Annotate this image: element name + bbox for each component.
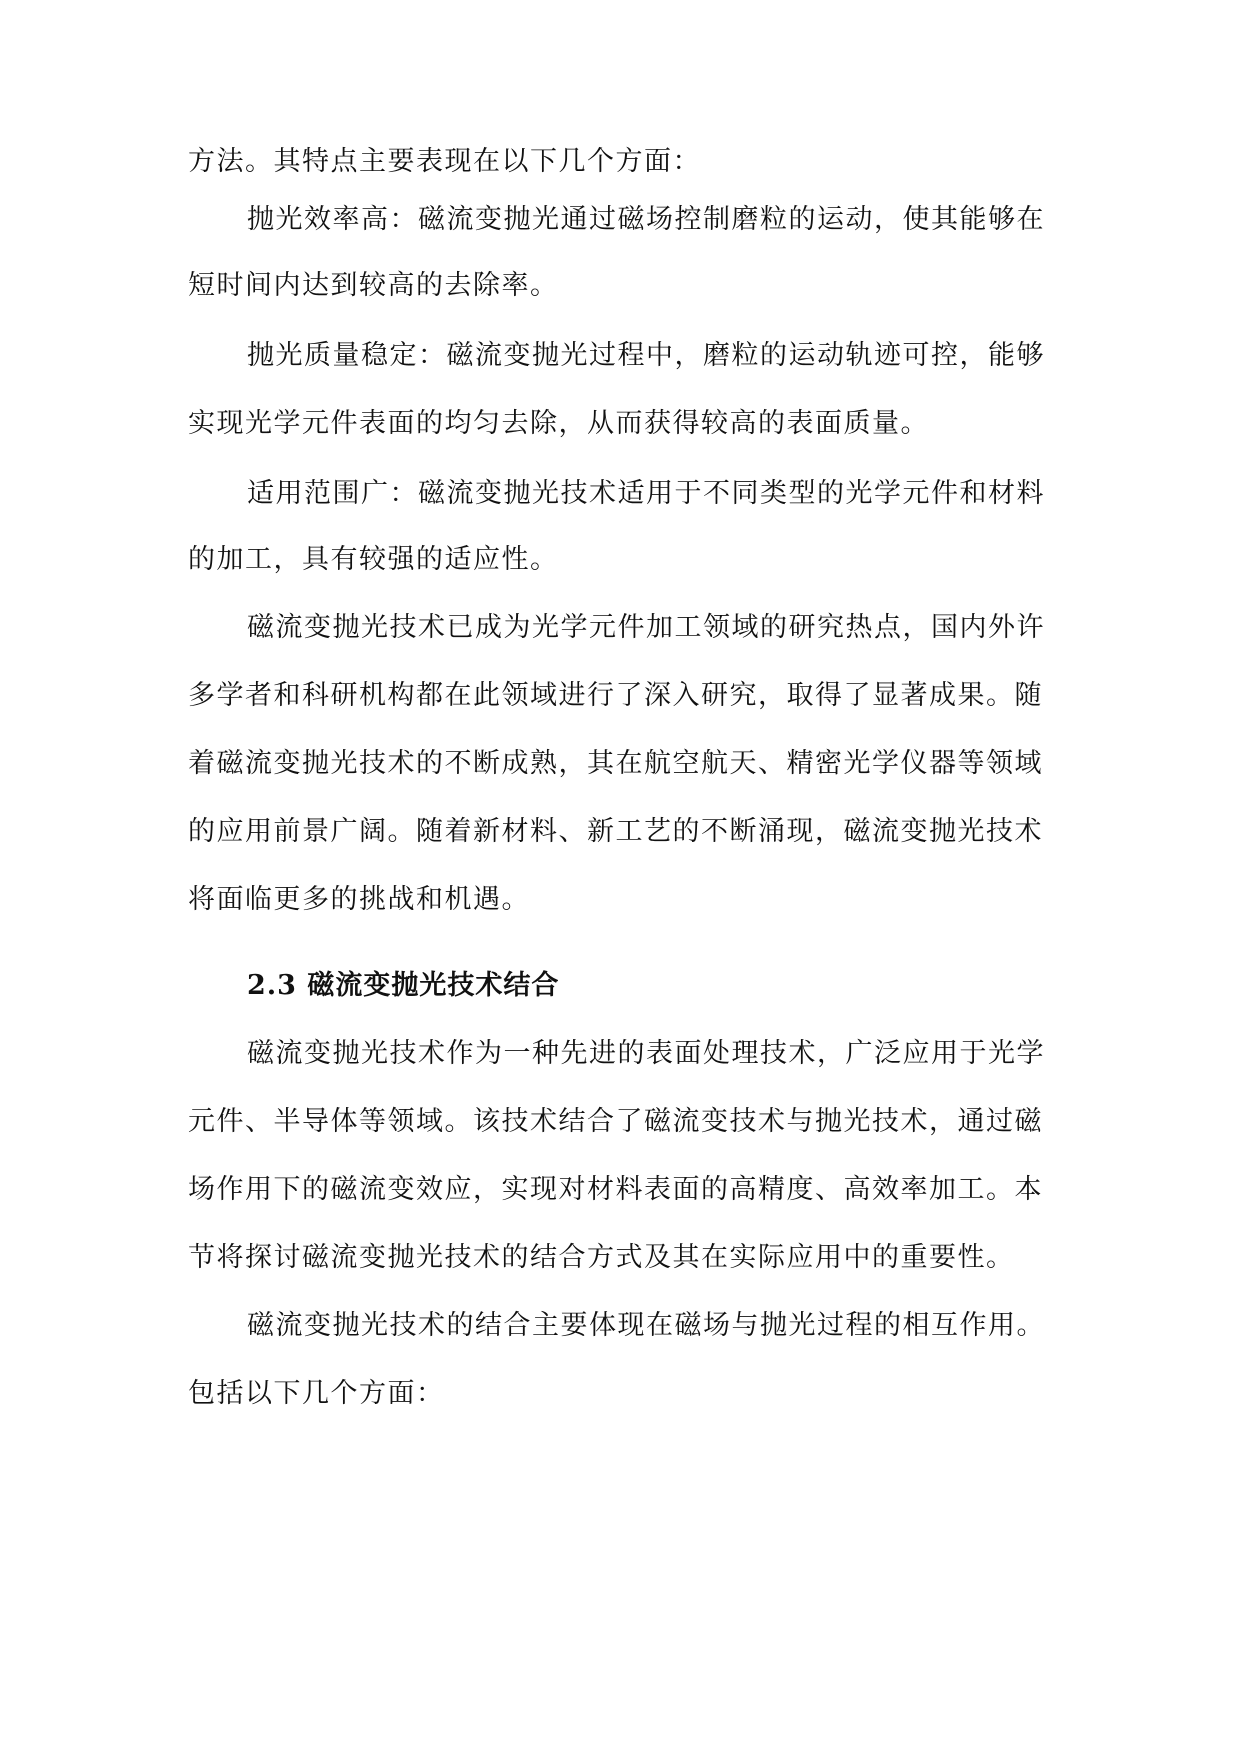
paragraph-line: 方法。其特点主要表现在以下几个方面： (188, 146, 701, 177)
paragraph-line: 的应用前景广阔。随着新材料、新工艺的不断涌现，磁流变抛光技术 (188, 816, 1043, 847)
paragraph-line: 磁流变抛光技术已成为光学元件加工领域的研究热点，国内外许 (247, 612, 1045, 643)
paragraph-line: 将面临更多的挑战和机遇。 (188, 884, 530, 915)
paragraph-line: 的加工，具有较强的适应性。 (188, 544, 559, 575)
paragraph-line: 磁流变抛光技术作为一种先进的表面处理技术，广泛应用于光学 (247, 1038, 1045, 1069)
paragraph-line: 元件、半导体等领域。该技术结合了磁流变技术与抛光技术，通过磁 (188, 1106, 1043, 1137)
paragraph-line: 抛光效率高：磁流变抛光通过磁场控制磨粒的运动，使其能够在 (247, 204, 1045, 235)
paragraph-line: 着磁流变抛光技术的不断成熟，其在航空航天、精密光学仪器等领域 (188, 748, 1043, 779)
paragraph-line: 节将探讨磁流变抛光技术的结合方式及其在实际应用中的重要性。 (188, 1242, 1015, 1273)
paragraph-line: 磁流变抛光技术的结合主要体现在磁场与抛光过程的相互作用。 (247, 1310, 1045, 1341)
paragraph-line: 适用范围广：磁流变抛光技术适用于不同类型的光学元件和材料 (247, 478, 1045, 509)
paragraph-line: 包括以下几个方面： (188, 1378, 445, 1409)
paragraph-line: 抛光质量稳定：磁流变抛光过程中，磨粒的运动轨迹可控，能够 (247, 340, 1045, 371)
paragraph-line: 短时间内达到较高的去除率。 (188, 270, 559, 301)
paragraph-line: 场作用下的磁流变效应，实现对材料表面的高精度、高效率加工。本 (188, 1174, 1043, 1205)
paragraph-line: 多学者和科研机构都在此领域进行了深入研究，取得了显著成果。随 (188, 680, 1043, 711)
paragraph-line: 实现光学元件表面的均匀去除，从而获得较高的表面质量。 (188, 408, 929, 439)
section-heading: 2.3 磁流变抛光技术结合 (247, 970, 560, 1001)
